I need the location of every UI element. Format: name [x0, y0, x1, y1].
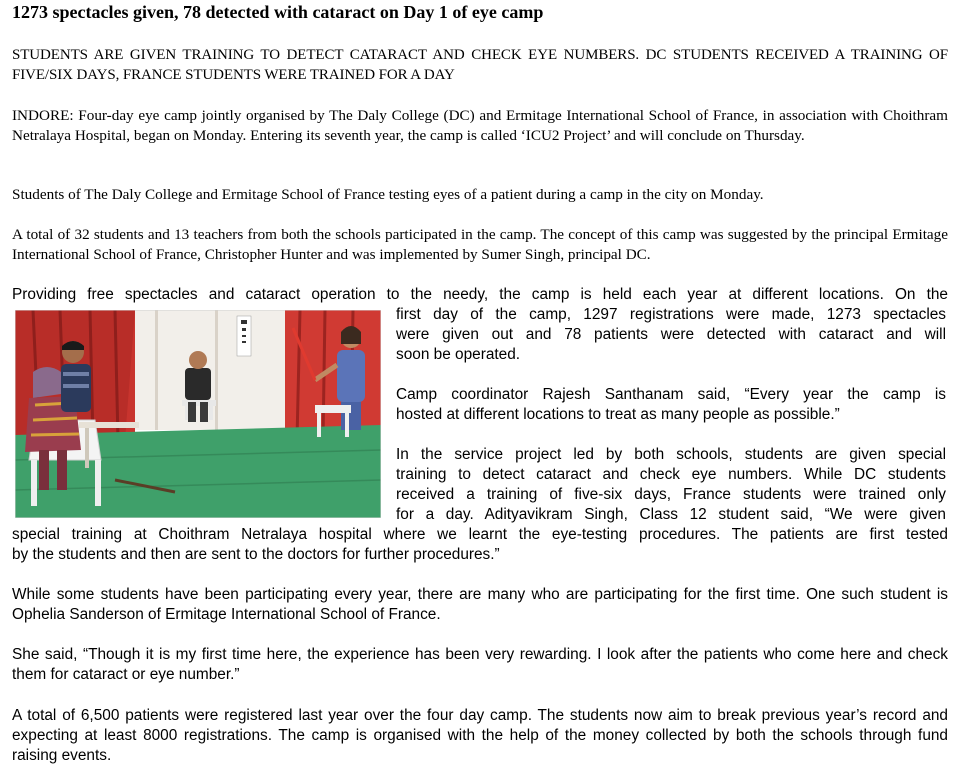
- wrap-line: soon be operated.: [396, 346, 521, 363]
- paragraph-first-time: While some students have been participating every year, there are many who are participating for the first time. One such student is Ophelia Sanderson of Ermitage International School of France.: [12, 586, 948, 623]
- wrap-line: for a day. Adityavikram Singh, Class 12 student said, “We were given: [396, 506, 946, 523]
- eye-camp-photo: [15, 310, 381, 518]
- wrap-line: by the students and then are sent to the doctors for further procedures.”: [12, 546, 500, 563]
- paragraph-quote: She said, “Though it is my first time here, the experience has been very rewarding. I look after the patients who come here and check them for cataract or eye number.”: [12, 646, 948, 683]
- wrap-line: special training at Choithram Netralaya hospital where we learnt the eye-testing procedures. The patients are first tested: [12, 526, 948, 543]
- wrap-line: hosted at different locations to treat as many people as possible.”: [396, 406, 840, 423]
- article-headline: 1273 spectacles given, 78 detected with cataract on Day 1 of eye camp: [12, 2, 544, 22]
- wrap-line: In the service project led by both schools, students are given special: [396, 446, 946, 463]
- wrap-line: first day of the camp, 1297 registrations were made, 1273 spectacles: [396, 306, 946, 323]
- wrap-line: received a training of five-six days, France students were trained only: [396, 486, 946, 503]
- article-subhead: STUDENTS ARE GIVEN TRAINING TO DETECT CATARACT AND CHECK EYE NUMBERS. DC STUDENTS RECEIVED A TRAINING OF FIVE/SIX DAYS, FRANCE STUDENTS WERE TRAINED FOR A DAY: [12, 47, 948, 83]
- paragraph-participants: A total of 32 students and 13 teachers from both the schools participated in the camp. The concept of this camp was suggested by the principal Ermitage International School of France, Christopher Hunter and was implemented by Sumer Singh, principal DC.: [12, 226, 948, 263]
- wrap-line: were given out and 78 patients were detected with cataract and will: [396, 326, 946, 343]
- wrap-line: Providing free spectacles and cataract operation to the needy, the camp is held each year at different locations. On the: [12, 286, 948, 303]
- article-intro: INDORE: Four-day eye camp jointly organised by The Daly College (DC) and Ermitage International School of France, in association with Choithram Netralaya Hospital, began on Monday. Entering its seventh year, the camp is called ‘ICU2 Project’ and will conclude on Thursday.: [12, 107, 948, 144]
- photo-caption: Students of The Daly College and Ermitage School of France testing eyes of a patient during a camp in the city on Monday.: [12, 186, 764, 203]
- wrap-line: Camp coordinator Rajesh Santhanam said, “Every year the camp is: [396, 386, 946, 403]
- paragraph-total: A total of 6,500 patients were registered last year over the four day camp. The students now aim to break previous year’s record and expecting at least 8000 registrations. The camp is organised with the help of the money collected by both the schools through fund raising events.: [12, 707, 948, 764]
- wrap-line: training to detect cataract and check eye numbers. While DC students: [396, 466, 946, 483]
